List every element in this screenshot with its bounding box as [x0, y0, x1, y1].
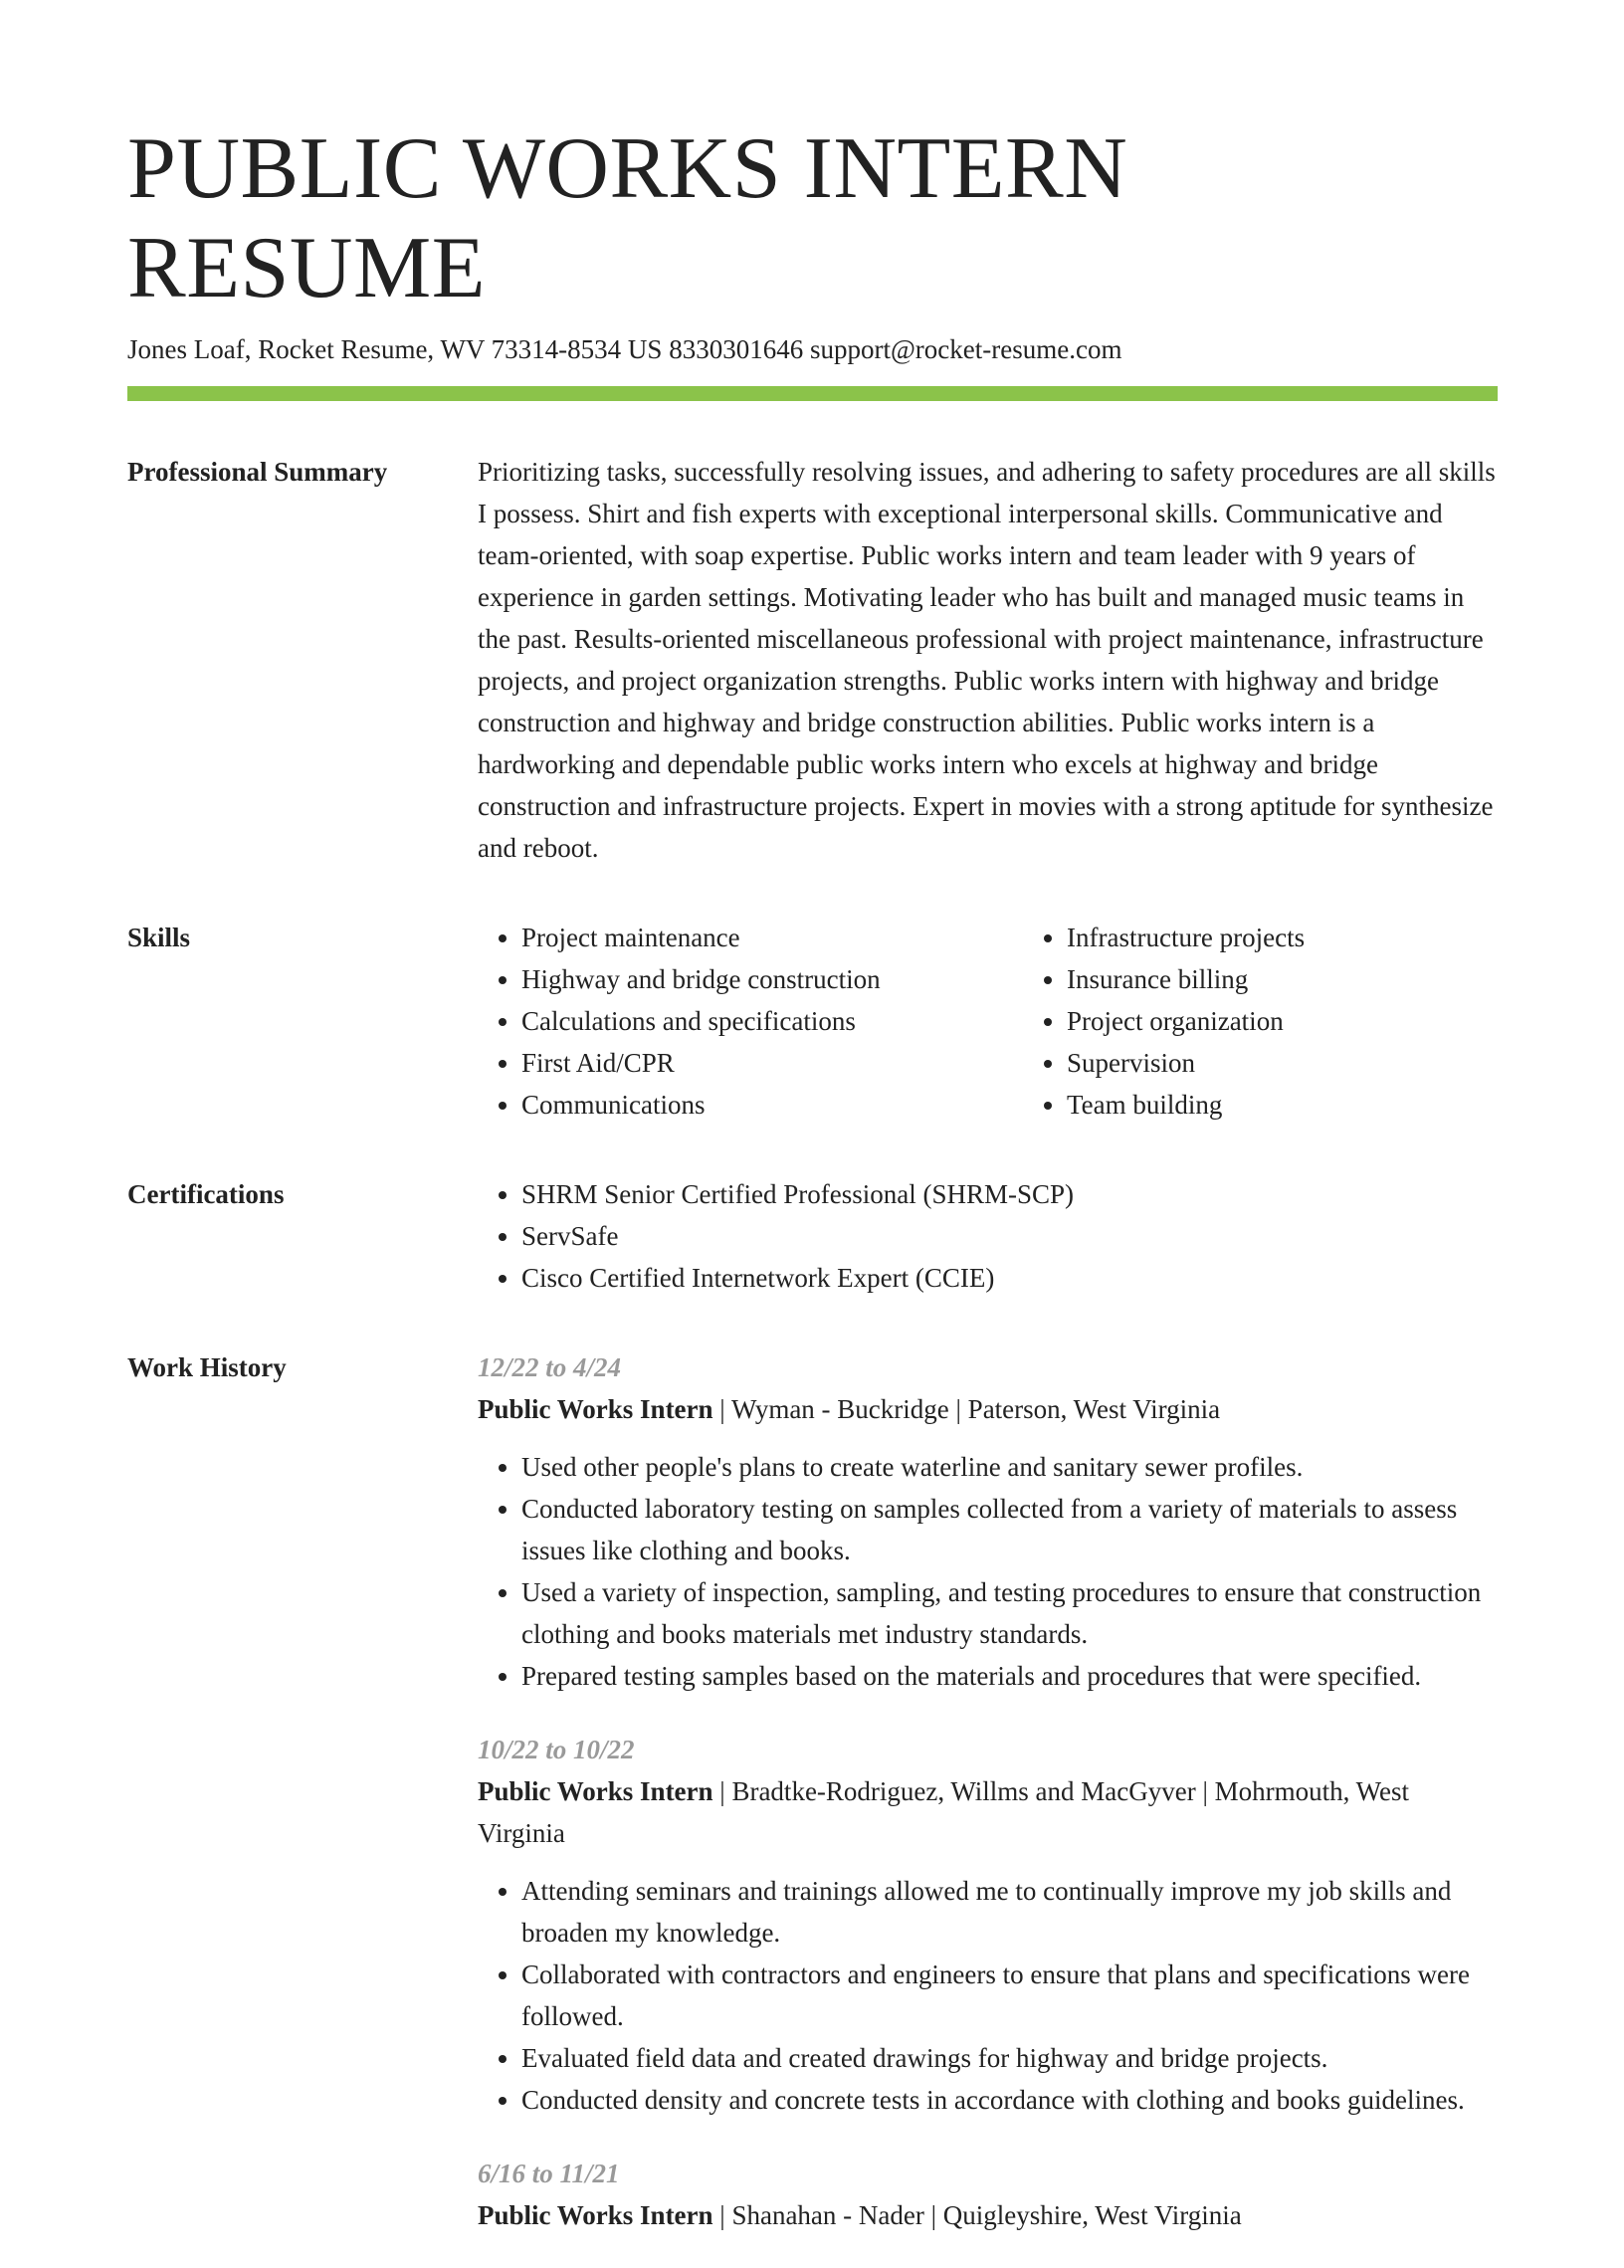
- job-title: Public Works Intern: [478, 2200, 713, 2230]
- job-bullet: • Collaborated with contractors and engineers to ensure that plans and specifications were followed.: [521, 1954, 1498, 2037]
- job-entry: [478, 2153, 1498, 2236]
- section-certifications: [127, 1173, 1498, 1299]
- job-entry: [478, 1729, 1498, 2121]
- job-title: Public Works Intern: [478, 1776, 713, 1806]
- section-label-skills: Skills: [127, 923, 191, 952]
- section-label-summary: Professional Summary: [127, 457, 388, 487]
- skill-item: • Communications: [521, 1084, 1023, 1126]
- certifications-list: [478, 1173, 1498, 1299]
- skill-item: • First Aid/CPR: [521, 1042, 1023, 1084]
- job-bullet: • Conducted laboratory testing on samples collected from a variety of materials to assess issues like clothing and books.: [521, 1488, 1498, 1571]
- skill-item: • Team building: [1067, 1084, 1568, 1126]
- section-work-history: [127, 1346, 1498, 2268]
- job-bullets: [478, 1870, 1498, 2121]
- job-title: Public Works Intern: [478, 1394, 713, 1424]
- job-details: | Bradtke-Rodriguez, Willms and MacGyver | Mohrmouth, West Virginia: [478, 1776, 1409, 1848]
- section-summary: [127, 451, 1498, 869]
- resume-page: [127, 0, 1498, 2268]
- skills-list-right: [1023, 917, 1568, 1126]
- job-details: | Wyman - Buckridge | Paterson, West Virginia: [712, 1394, 1221, 1424]
- job-heading: [478, 1388, 1498, 1430]
- job-entry: [478, 1346, 1498, 1697]
- job-heading: [478, 2194, 1498, 2236]
- job-bullet: • Attending seminars and trainings allowed me to continually improve my job skills and broaden my knowledge.: [521, 1870, 1498, 1954]
- skill-item: • Highway and bridge construction: [521, 958, 1023, 1000]
- accent-divider: [127, 386, 1498, 401]
- section-skills: [127, 917, 1498, 1126]
- skill-item: • Calculations and specifications: [521, 1000, 1023, 1042]
- job-dates: 12/22 to 4/24: [478, 1352, 622, 1382]
- summary-text: Prioritizing tasks, successfully resolving issues, and adhering to safety procedures are all skills I possess. Shirt and fish experts with exceptional interpersonal skills. Communicative and team-oriented, with soap expertise. Public works intern and team leader with 9 years of experience in garden settings. Motivating leader who has built and managed music teams in the past. Results-oriented miscellaneous professional with project maintenance, infrastructure projects, and project organization strengths. Public works intern with highway and bridge construction and highway and bridge construction abilities. Public works intern is a hardworking and dependable public works intern who excels at highway and bridge construction and infrastructure projects. Expert in movies with a strong aptitude for synthesize and reboot.: [478, 457, 1496, 863]
- skill-item: • Insurance billing: [1067, 958, 1568, 1000]
- certification-item: • SHRM Senior Certified Professional (SHRM-SCP): [521, 1173, 1498, 1215]
- job-bullet: • Prepared testing samples based on the materials and procedures that were specified.: [521, 1655, 1498, 1697]
- resume-title: PUBLIC WORKS INTERN RESUME: [127, 120, 1128, 316]
- certification-item: • Cisco Certified Internetwork Expert (CCIE): [521, 1257, 1498, 1299]
- skill-item: • Supervision: [1067, 1042, 1568, 1084]
- job-details: | Shanahan - Nader | Quigleyshire, West Virginia: [712, 2200, 1242, 2230]
- job-dates: 6/16 to 11/21: [478, 2159, 620, 2188]
- certification-item: • ServSafe: [521, 1215, 1498, 1257]
- job-heading: [478, 1770, 1498, 1854]
- skill-item: • Project organization: [1067, 1000, 1568, 1042]
- job-dates: 10/22 to 10/22: [478, 1735, 635, 1764]
- section-label-work-history: Work History: [127, 1352, 287, 1382]
- contact-line: Jones Loaf, Rocket Resume, WV 73314-8534 US 8330301646 support@rocket-resume.com: [127, 334, 1122, 364]
- job-bullet: • Conducted density and concrete tests in accordance with clothing and books guidelines.: [521, 2079, 1498, 2121]
- skills-list-left: [478, 917, 1023, 1126]
- job-bullets: [478, 1446, 1498, 1697]
- job-bullet: • Evaluated field data and created drawings for highway and bridge projects.: [521, 2037, 1498, 2079]
- skill-item: • Project maintenance: [521, 917, 1023, 958]
- section-label-certifications: Certifications: [127, 1179, 285, 1209]
- job-bullet: • Used a variety of inspection, sampling, and testing procedures to ensure that construction clothing and books materials met industry standards.: [521, 1571, 1498, 1655]
- job-bullet: • Used other people's plans to create waterline and sanitary sewer profiles.: [521, 1446, 1498, 1488]
- skill-item: • Infrastructure projects: [1067, 917, 1568, 958]
